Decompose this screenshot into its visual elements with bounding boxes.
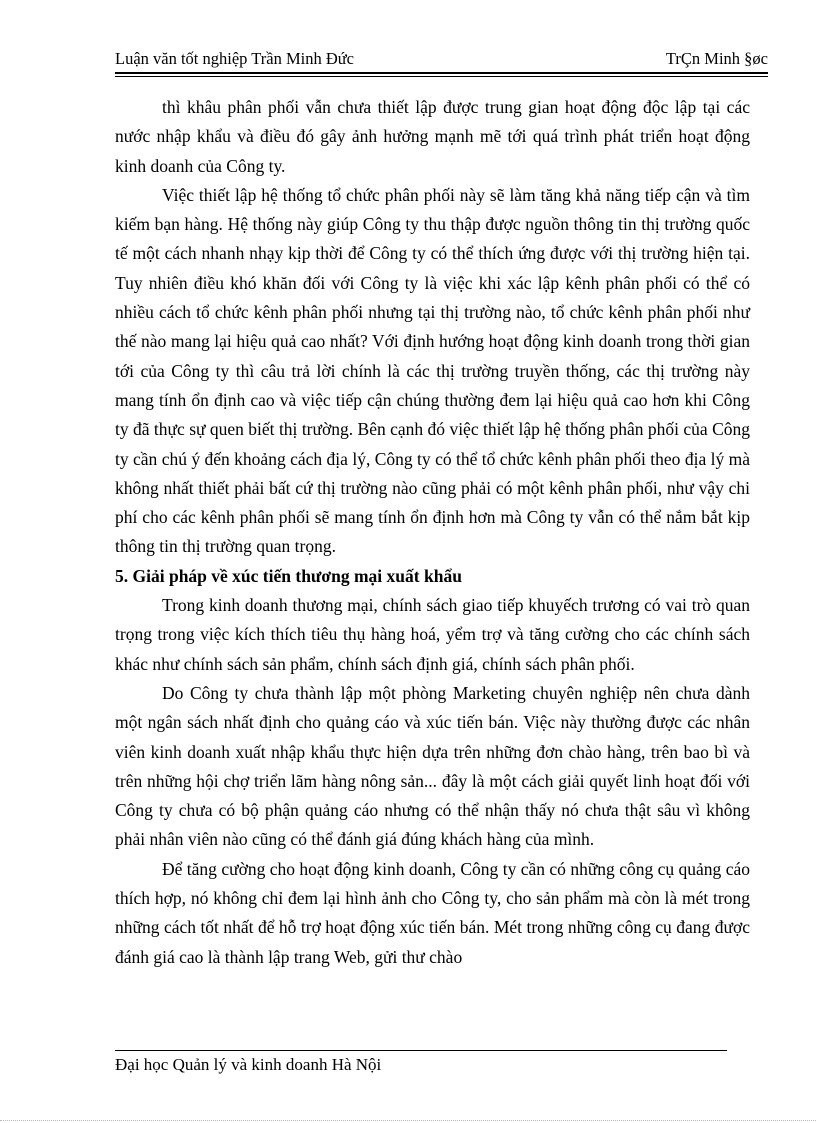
header-right-text: TrÇn Minh §øc [665,49,768,68]
page-body [115,93,750,972]
header-left-text: Luận văn tốt nghiệp Trần Minh Đức [115,49,355,68]
header-rule-thin [115,76,768,77]
paragraph-distribution: Việc thiết lập hệ thống tổ chức phân phối này sẽ làm tăng khả năng tiếp cận và tìm kiếm bạn hàng. Hệ thống này giúp Công ty thu thập được nguồn thông tin thị trường quốc tế một cách nhanh nhạy kịp thời để Công ty có thể thích ứng được với thị trường hiện tại. Tuy nhiên điều khó khăn đối với Công ty là việc khi xác lập kênh phân phối có thể có nhiều cách tổ chức kênh phân phối nhưng tại thị trường nào, tổ chức kênh phân phối như thế nào mang lại hiệu quả cao nhất? Với định hướng hoạt động kinh doanh trong thời gian tới của Công ty thì câu trả lời chính là các thị trường truyền thống, các thị trường này mang tính ổn định cao và việc tiếp cận chúng thường đem lại hiệu quả cao hơn khi Công ty đã thực sự quen biết thị trường. Bên cạnh đó việc thiết lập hệ thống phân phối của Công ty cần chú ý đến khoảng cách địa lý, Công ty có thể tổ chức kênh phân phối theo địa lý mà không nhất thiết phải bất cứ thị trường nào cũng phải có một kênh phân phối, như vậy chi phí cho các kênh phân phối sẽ mang tính ổn định hơn mà Công ty vẫn có thể nắm bắt kịp thông tin thị trường quan trọng. [115,184,750,557]
page-header [115,47,768,71]
header-rule-thick [115,72,768,74]
footer-rule [115,1050,727,1051]
paragraph-marketing: Do Công ty chưa thành lập một phòng Marketing chuyên nghiệp nên chưa dành một ngân sách nhất định cho quảng cáo và xúc tiến bán. Việc này thường được các nhân viên kinh doanh xuất nhập khẩu thực hiện dựa trên những đơn chào hàng, trên bao bì và trên những hội chợ triển lãm hàng nông sản... đây là một cách giải quyết linh hoạt đối với Công ty chưa có bộ phận quảng cáo nhưng có thể nhận thấy nó chưa thật sâu vì không phải nhân viên nào cũng có thể đánh giá đúng khách hàng của mình. [115,682,750,850]
page-footer: Đại học Quản lý và kinh doanh Hà Nội [115,1055,382,1074]
paragraph-advertising: Để tăng cường cho hoạt động kinh doanh, Công ty cần có những công cụ quảng cáo thích hợp, nó không chỉ đem lại hình ảnh cho Công ty, cho sản phẩm mà còn là mét trong những cách tốt nhất để hỗ trợ hoạt động xúc tiến bán. Mét trong những công cụ đang được đánh giá cao là thành lập trang Web, gửi thư chào [115,858,750,967]
section-heading: 5. Giải pháp về xúc tiến thương mại xuất khẩu [115,565,462,586]
paragraph-continuation: thì khâu phân phối vẫn chưa thiết lập được trung gian hoạt động độc lập tại các nước nhập khẩu và điều đó gây ảnh hưởng mạnh mẽ tới quá trình phát triển hoạt động kinh doanh của Công ty. [115,97,750,176]
paragraph-promotion-policy: Trong kinh doanh thương mại, chính sách giao tiếp khuyếch trương có vai trò quan trọng trong việc kích thích tiêu thụ hàng hoá, yểm trợ và tăng cường cho các chính sách khác như chính sách sản phẩm, chính sách định giá, chính sách phân phối. [115,595,750,674]
page-edge-divider [0,1120,816,1121]
